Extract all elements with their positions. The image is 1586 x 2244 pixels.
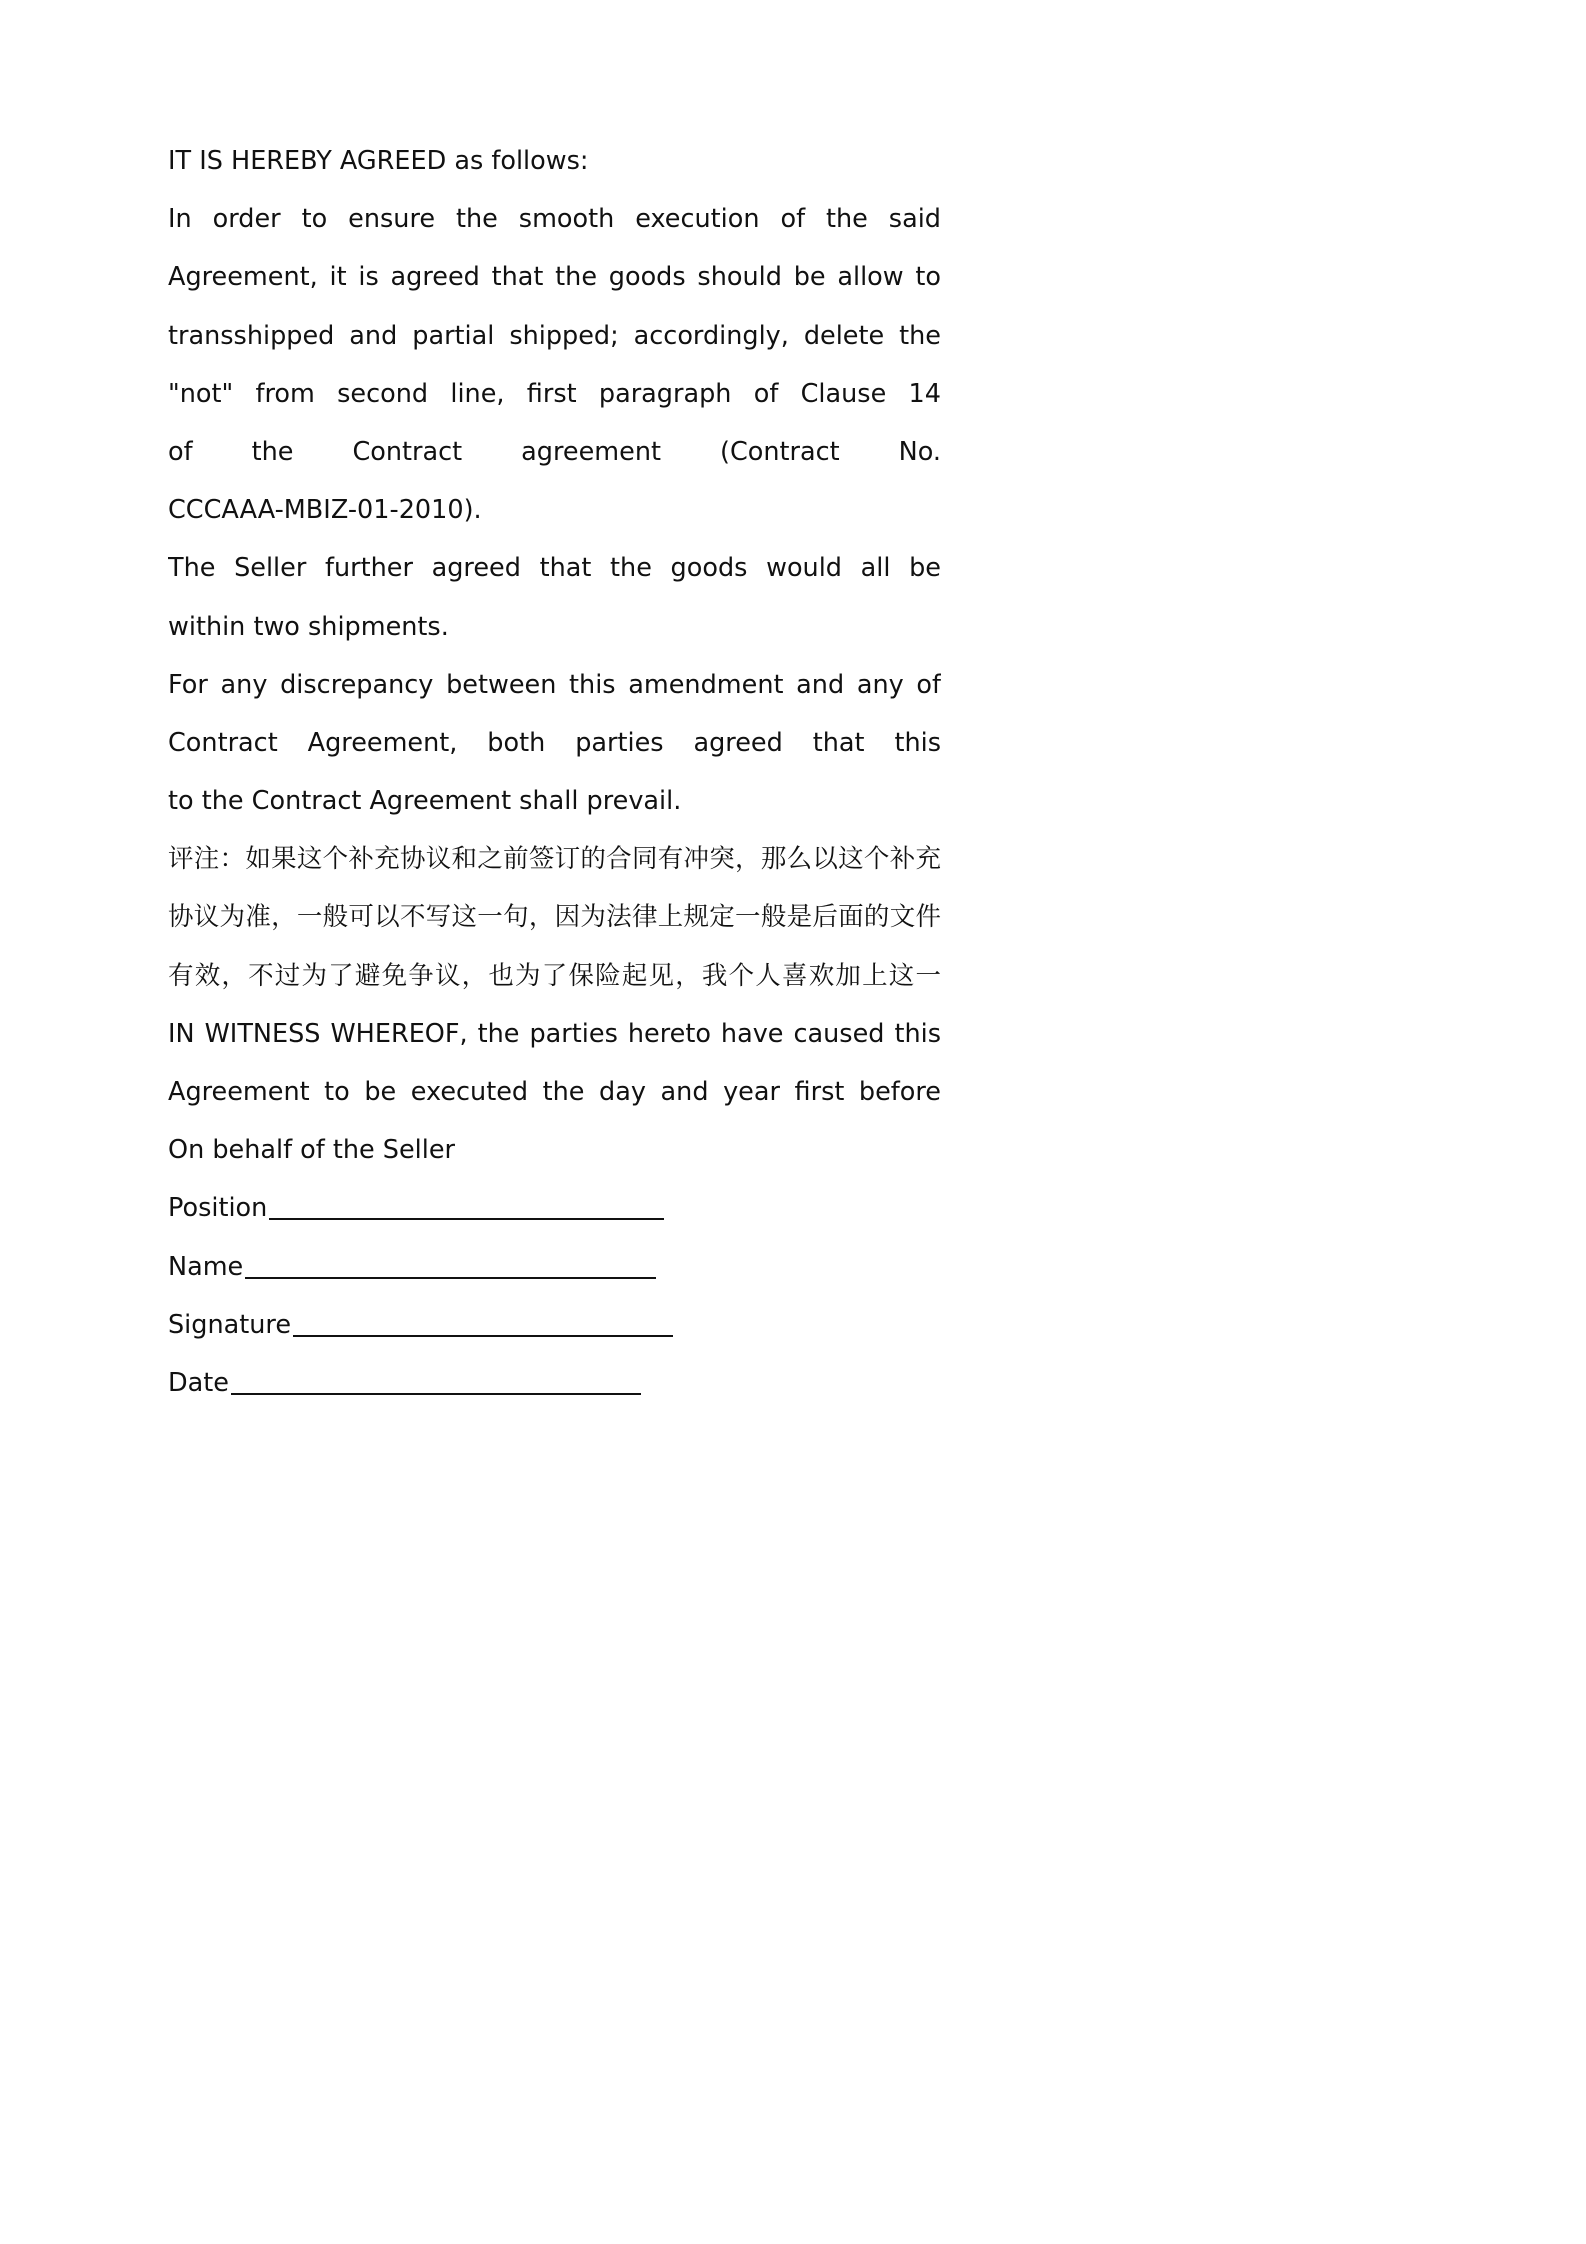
date-field <box>168 1354 941 1412</box>
date-label: Date <box>168 1367 229 1398</box>
paragraph-line: to the Contract Agreement shall prevail. <box>168 786 682 817</box>
position-field <box>168 1179 941 1237</box>
position-label: Position <box>168 1193 268 1224</box>
paragraph-line: In order to ensure the smooth execution of the said <box>168 204 941 235</box>
paragraph-shipment-terms <box>168 190 941 539</box>
name-label: Name <box>168 1251 244 1282</box>
contract-amendment-page <box>168 132 941 1412</box>
paragraph-line: CCCAAA-MBIZ-01-2010). <box>168 495 482 526</box>
paragraph-line: For any discrepancy between this amendment and any of <box>168 669 941 700</box>
paragraph-discrepancy <box>168 656 941 831</box>
signature-label: Signature <box>168 1309 292 1340</box>
paragraph-delivery <box>168 539 941 655</box>
name-blank[interactable] <box>245 1255 656 1279</box>
signature-field <box>168 1296 941 1354</box>
position-blank[interactable] <box>269 1196 664 1220</box>
paragraph-line: Agreement, it is agreed that the goods should be allow to <box>168 262 941 293</box>
date-blank[interactable] <box>231 1371 641 1395</box>
witness-clause <box>168 1005 941 1121</box>
comment-line: 评注：如果这个补充协议和之前签订的合同有冲突，那么以这个补充 <box>168 844 941 875</box>
paragraph-line: The Seller further agreed that the goods would all be <box>168 553 941 584</box>
paragraph-line: transshipped and partial shipped; accordingly, delete the <box>168 320 941 351</box>
paragraph-line: within two shipments. <box>168 611 449 642</box>
witness-line: Agreement to be executed the day and year first before <box>168 1077 941 1107</box>
witness-line: IN WITNESS WHEREOF, the parties hereto have caused this <box>168 1018 941 1049</box>
on-behalf-of-seller: On behalf of the Seller <box>168 1135 456 1166</box>
name-field <box>168 1238 941 1296</box>
comment-line: 协议为准，一般可以不写这一句，因为法律上规定一般是后面的文件 <box>168 902 941 933</box>
paragraph-line: of the Contract agreement (Contract No. <box>168 436 941 467</box>
comment-line: 有效，不过为了避免争议，也为了保险起见，我个人喜欢加上这一 <box>168 960 941 991</box>
paragraph-line: Contract Agreement, both parties agreed that this <box>168 727 941 758</box>
paragraph-line: "not" from second line, first paragraph of Clause 14 <box>168 378 941 409</box>
agreement-heading: IT IS HEREBY AGREED as follows: <box>168 146 589 176</box>
chinese-comment <box>168 830 941 1005</box>
signature-blank[interactable] <box>293 1313 673 1337</box>
